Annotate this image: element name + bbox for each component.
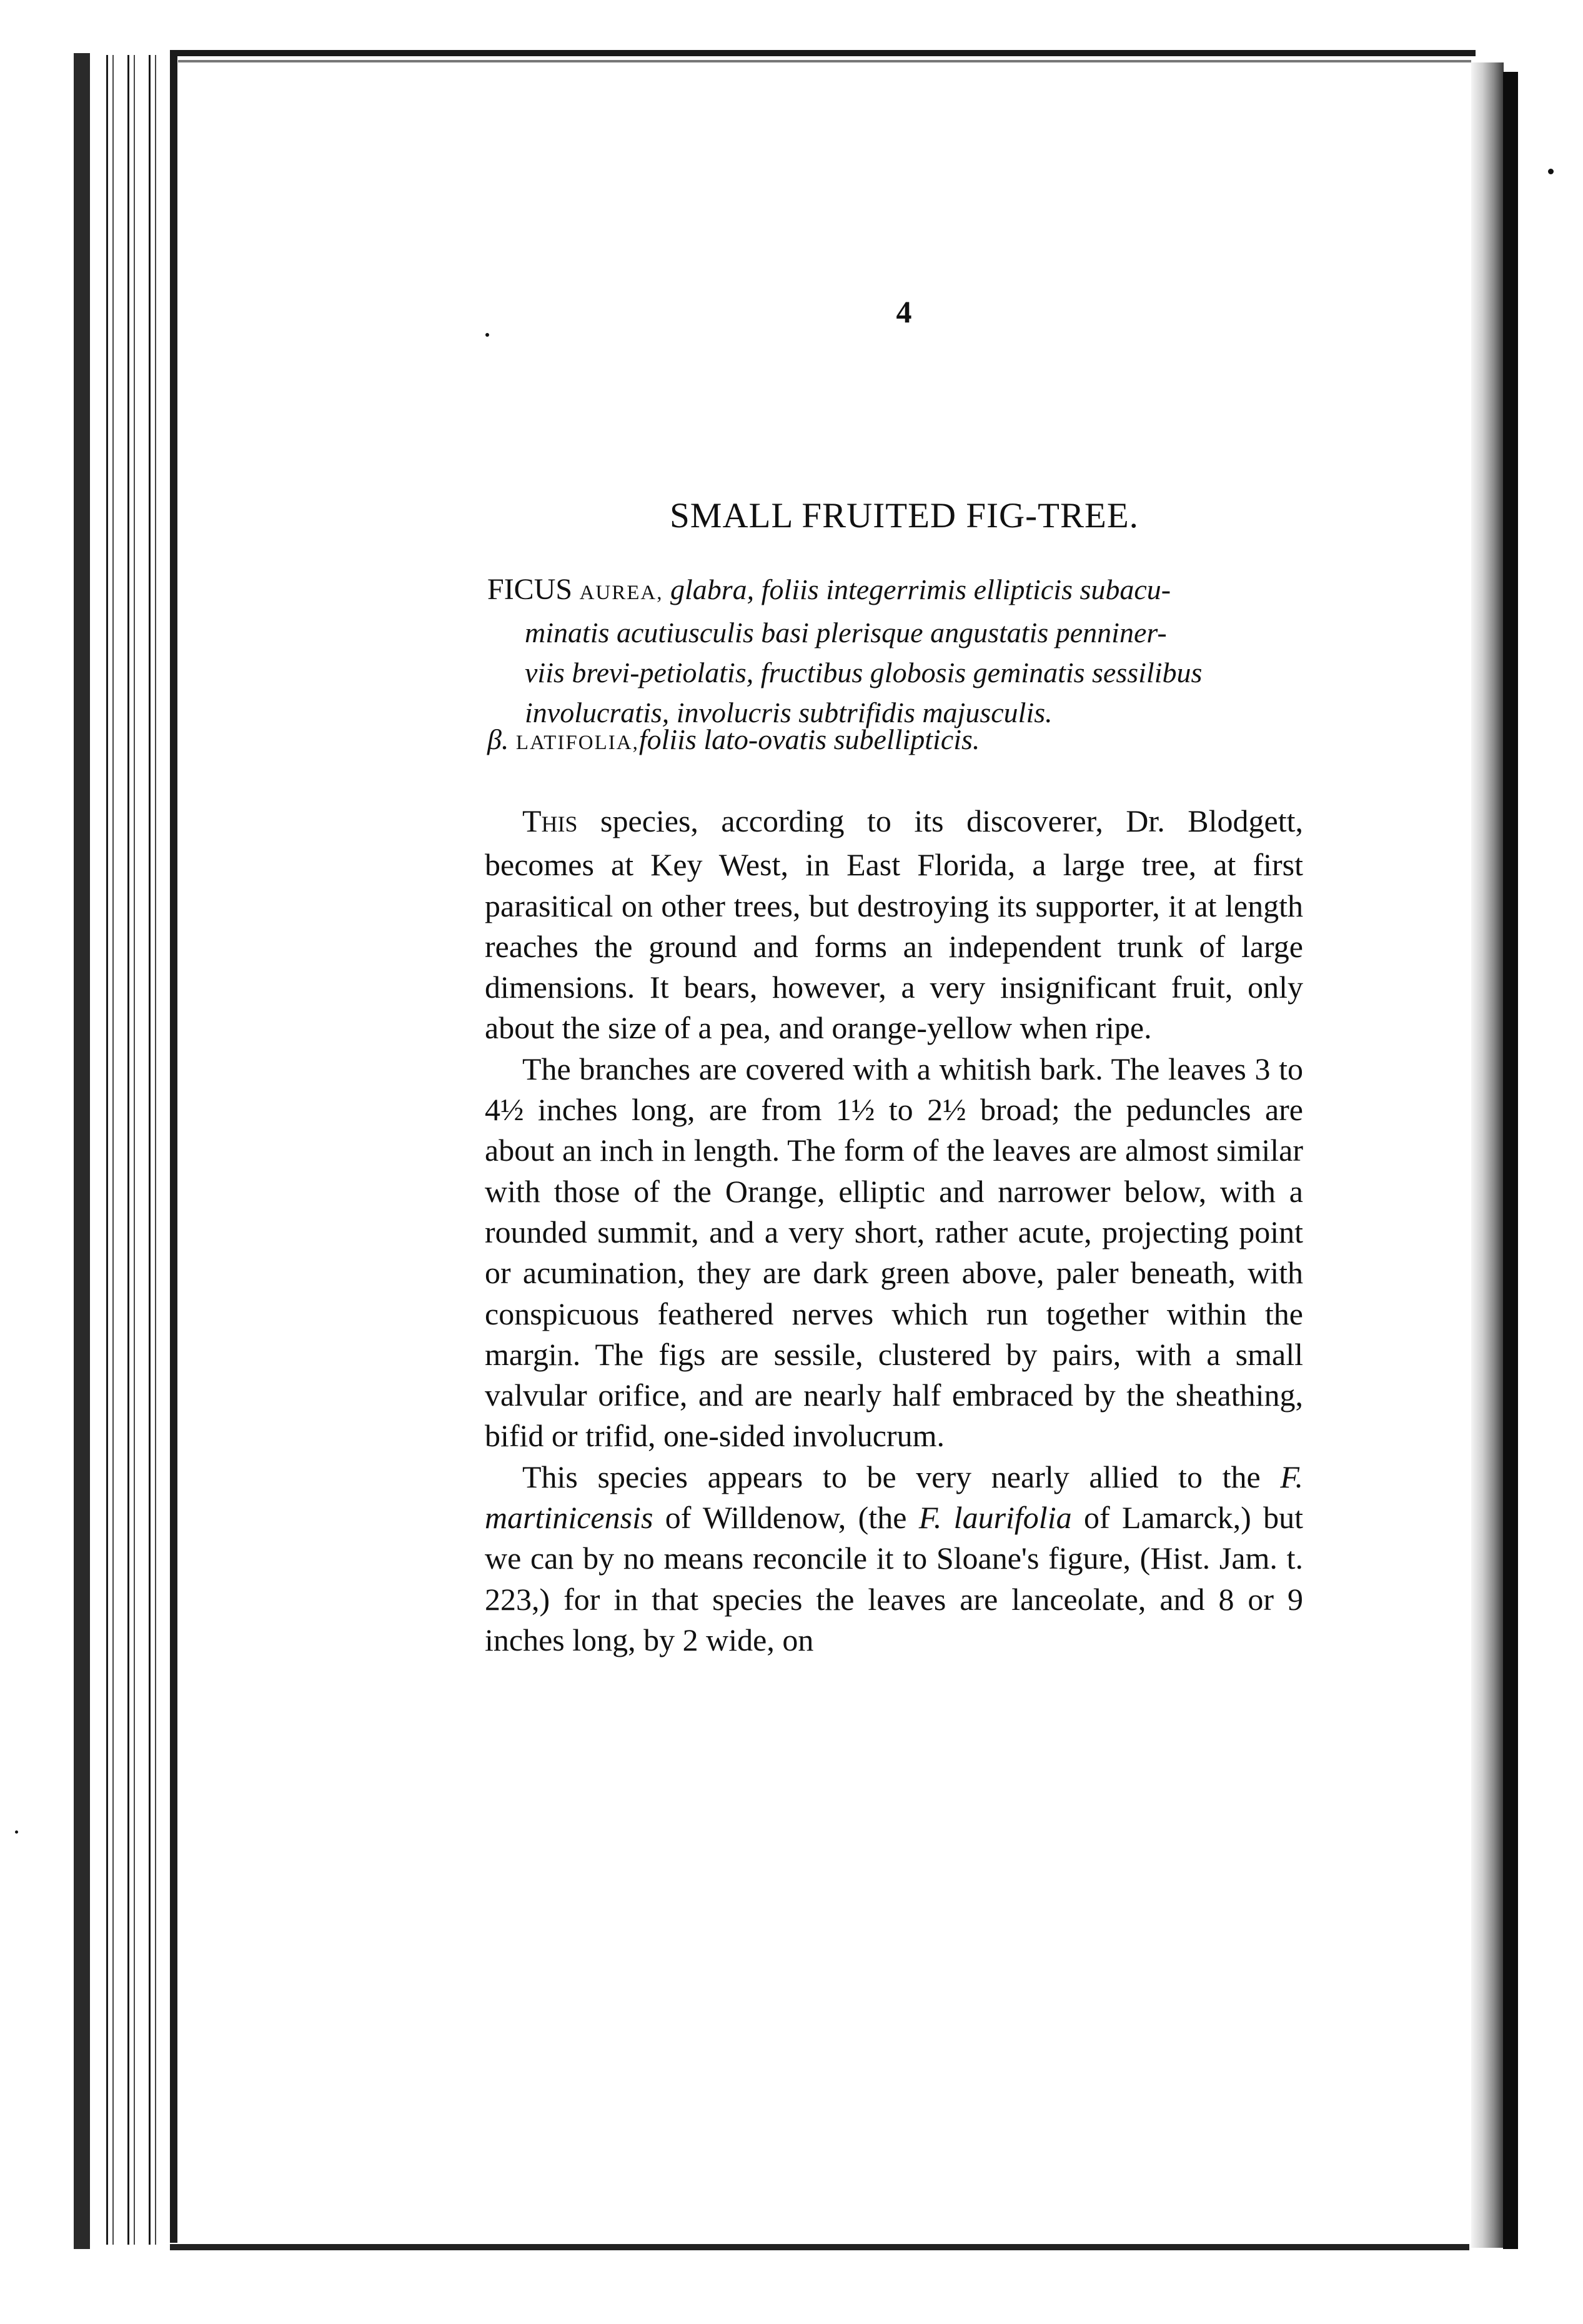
gutter-shadow [1471,62,1504,2248]
page-border-top [170,50,1476,56]
diagnosis-line: minatis acutiusculis basi plerisque angustatis penniner- [525,617,1167,648]
page-title: SMALL FRUITED FIG-TREE. [670,496,1139,535]
lead-capital: T [522,803,542,838]
paragraph-text: of Lamarck,) but we can by no means reconcile it to Sloane's figure, (Hist. Jam. t. 223,) for in that species the leaves are lanceolate, and 8 or 9 inches long, by 2 wide, on [485,1500,1304,1657]
book-edge-left [74,53,90,2249]
species-reference: F. martinicensis [485,1459,1303,1536]
page-border-top-inner [178,60,1471,62]
scan-speck [1548,169,1554,174]
book-edge-right [1503,72,1518,2249]
paragraph-text: This species appears to be very nearly allied to the [522,1459,1281,1494]
paragraph [485,1457,1303,1661]
paragraph-text: of Willdenow, (the [653,1500,919,1536]
variety-text: foliis lato-ovatis subellipticis. [638,723,980,755]
variety-diagnosis [487,720,1306,763]
paragraph-text: species, according to its discoverer, Dr. Blodgett, becomes at Key West, in East Florida, a large tree, at first parasitical on other trees, but destroying its supporter, it at length reaches the ground and forms an independent trunk of large dimensions. It bears, however, a very insignificant fruit, only about the size of a pea, and orange-yellow when ripe. [485,803,1303,1046]
page-border-bottom [170,2244,1469,2250]
latin-diagnosis [487,570,1306,733]
page-border-left [170,51,177,2243]
page-stack-edge [100,55,169,2245]
genus-name: FICUS [487,573,573,606]
paragraph [485,801,1303,1049]
diagnosis-line: glabra, foliis integerrimis ellipticis subacu- [670,574,1171,605]
species-name: AUREA, [579,582,663,604]
diagnosis-line: involucratis, involucris subtrifidis majusculis. [525,697,1053,728]
scan-speck [15,1830,18,1834]
page-number: 4 [896,294,912,329]
paragraph: The branches are covered with a whitish bark. The leaves 3 to 4½ inches long, are from 1½ to 2½ broad; the peduncles are about an inch in length. The form of the leaves are almost similar with those of the Orange, elliptic and narrower below, with a rounded summit, and a very short, rather acute, projecting point or acumination, they are dark green above, paler beneath, with conspicuous feathered nerves which run together within the margin. The figs are sessile, clustered by pairs, with a small valvular orifice, and are nearly half embraced by the sheathing, bifid or trifid, one-sided involucrum. [485,1051,1303,1454]
body-text [485,801,1303,1661]
lead-small-caps: HIS [541,812,578,837]
paragraph-lead [522,803,578,838]
variety-name: LATIFOLIA, [515,732,639,754]
diagnosis-line: viis brevi-petiolatis, fructibus globosis geminatis sessilibus [525,657,1203,688]
species-reference: F. laurifolia [918,1500,1072,1536]
variety-symbol: β. [487,723,509,755]
scan-speck [485,333,489,337]
